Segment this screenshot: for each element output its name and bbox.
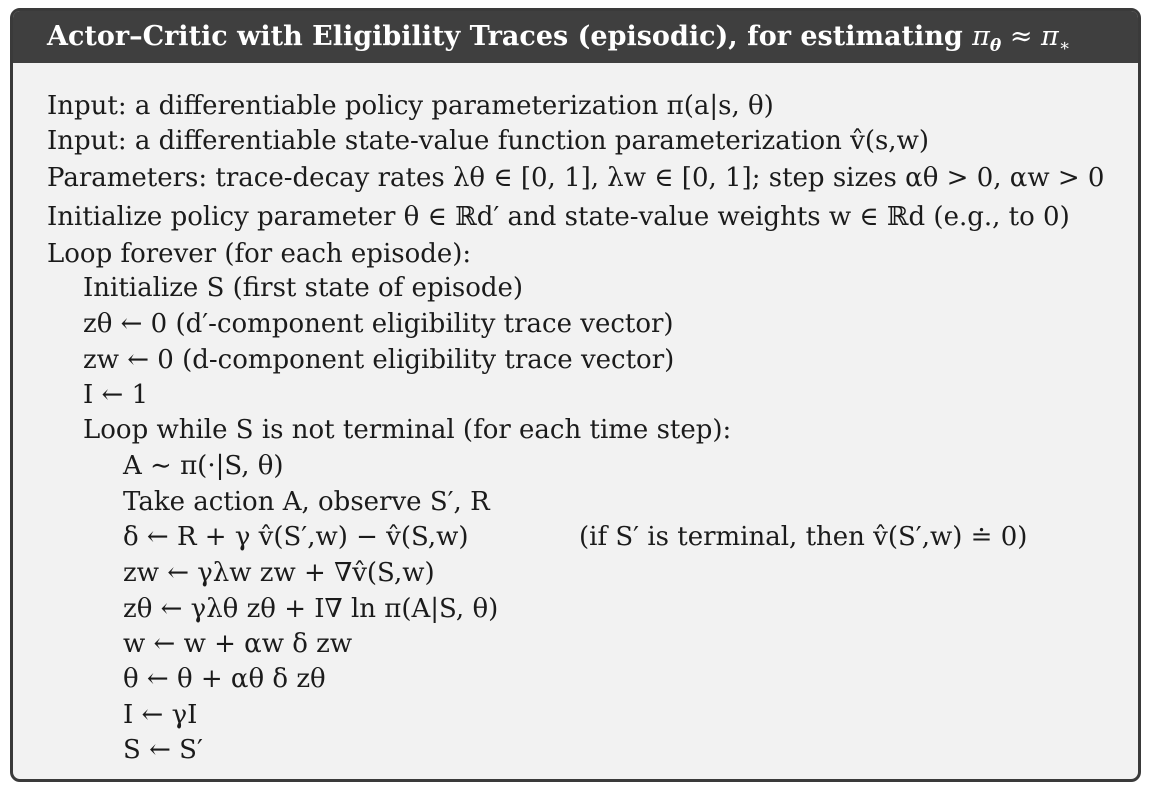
algorithm-line (47, 163, 1104, 193)
line-text: zθ ← γλθ zθ + I∇ ln π(A|S, θ) (123, 594, 499, 624)
line-text: I ← γI (123, 700, 198, 730)
algorithm-line (123, 700, 197, 730)
algorithm-line (123, 629, 352, 659)
algorithm-line (47, 126, 929, 156)
title-pi: π (972, 21, 990, 52)
line-text: θ ← θ + αθ δ zθ (123, 664, 326, 694)
algorithm-line (47, 202, 1070, 232)
algorithm-line (47, 91, 774, 121)
line-text: A ∼ π(·|S, θ) (123, 451, 284, 481)
algorithm-box (10, 8, 1141, 782)
algorithm-line (123, 594, 498, 624)
algorithm-line (83, 345, 674, 375)
title-approx-pi: ≈ π (1001, 21, 1059, 52)
line-text: zw ← 0 (d-component eligibility trace vector) (83, 345, 675, 375)
algorithm-line (123, 522, 469, 552)
algorithm-line (123, 451, 284, 481)
line-text: Parameters: trace-decay rates λθ ∈ [0, 1], λw ∈ [0, 1]; step sizes αθ > 0, αw > 0 (47, 163, 1105, 193)
line-text: Take action A, observe S′, R (123, 487, 490, 517)
title-text: Actor–Critic with Eligibility Traces (episodic), for estimating (47, 21, 963, 52)
line-text: Input: a differentiable policy parameterization π(a|s, θ) (47, 91, 774, 121)
line-text: δ ← R + γ v̂(S′,w) − v̂(S,w) (123, 522, 469, 552)
algorithm-line (123, 664, 326, 694)
line-text: w ← w + αw δ zw (123, 629, 353, 659)
algorithm-line (83, 273, 523, 303)
algorithm-line (123, 735, 203, 765)
line-text: I ← 1 (83, 380, 149, 410)
algorithm-line (123, 558, 435, 588)
line-text: S ← S′ (123, 735, 203, 765)
line-comment: (if S′ is terminal, then v̂(S′,w) ≐ 0) (579, 522, 1028, 552)
line-text: zθ ← 0 (d′-component eligibility trace vector) (83, 309, 674, 339)
algorithm-line (47, 239, 471, 269)
algorithm-line (83, 309, 674, 339)
line-text: Input: a differentiable state-value function parameterization v̂(s,w) (47, 126, 929, 156)
algorithm-title (13, 11, 1138, 63)
line-text: zw ← γλw zw + ∇v̂(S,w) (123, 558, 435, 588)
line-text: Initialize S (first state of episode) (83, 273, 524, 303)
algorithm-line (83, 415, 731, 445)
line-text: Loop forever (for each episode): (47, 239, 472, 269)
algorithm-line (123, 487, 490, 517)
line-text: Loop while S is not terminal (for each time step): (83, 415, 732, 445)
title-star-subscript: ∗ (1058, 36, 1071, 56)
line-text: Initialize policy parameter θ ∈ ℝd′ and state-value weights w ∈ ℝd (e.g., to 0) (47, 202, 1070, 232)
algorithm-line (83, 380, 148, 410)
algorithm-body (13, 63, 1138, 779)
title-theta-subscript: θ (989, 36, 1002, 56)
